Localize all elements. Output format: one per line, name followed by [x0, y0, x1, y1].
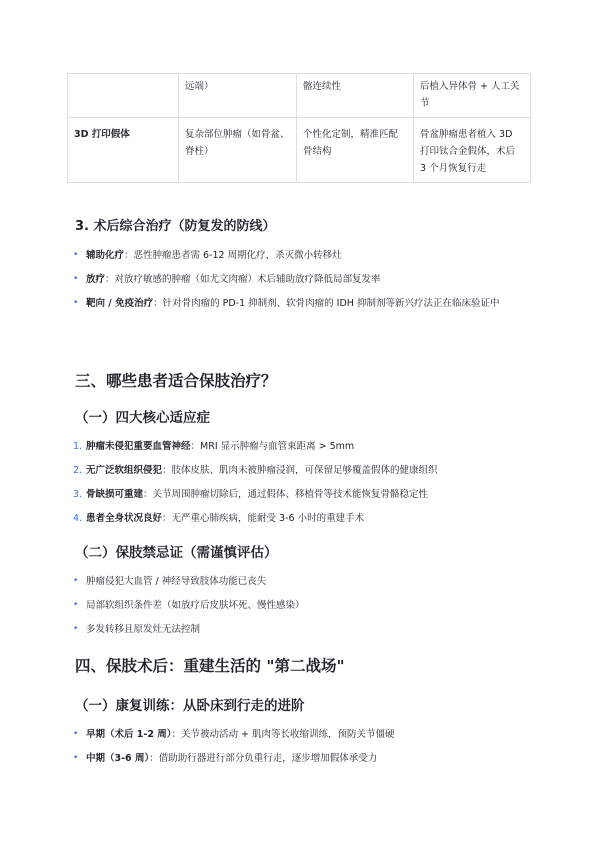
list-item-label: 无广泛软组织侵犯: [86, 465, 163, 476]
bullet-icon: •: [73, 753, 79, 763]
list-number: 3.: [73, 489, 83, 500]
table-cell: 个性化定制，精准匹配骨结构: [297, 118, 414, 183]
list-number: 1.: [73, 441, 83, 452]
list-item: [73, 572, 533, 591]
list-item: [73, 485, 533, 504]
subheading-rehab: （一）康复训练：从卧床到行走的进阶: [75, 698, 305, 714]
list-item: [73, 749, 533, 768]
table-cell: [68, 74, 179, 118]
table-row: [68, 74, 531, 118]
bullet-icon: •: [73, 600, 79, 610]
list-item-label: 靶向 / 免疫治疗: [86, 298, 154, 309]
list-item-text: ：关节被动活动 + 肌肉等长收缩训练，预防关节僵硬: [171, 729, 395, 740]
list-item-text: ：对放疗敏感的肿瘤（如尤文肉瘤）术后辅助放疗降低局部复发率: [105, 274, 381, 285]
section-heading-postop: 3. 术后综合治疗（防复发的防线）: [75, 219, 276, 234]
section-heading-patients: 三、哪些患者适合保肢治疗？: [75, 372, 277, 390]
reconstruction-table: [67, 73, 531, 183]
list-item-text: ：针对骨肉瘤的 PD-1 抑制剂、软骨肉瘤的 IDH 抑制剂等新兴疗法正在临床验证中: [153, 298, 500, 309]
list-item-label: 放疗: [86, 274, 106, 285]
subheading-contraindications: （二）保肢禁忌证（需谨慎评估）: [75, 545, 278, 561]
list-item: [73, 294, 533, 313]
list-item-label: 肿瘤未侵犯重要血管神经: [86, 441, 191, 452]
list-item-label: 患者全身状况良好: [86, 513, 163, 524]
list-item-text: 多发转移且原发灶无法控制: [86, 624, 201, 635]
list-item: [73, 461, 533, 480]
table-cell: 骨盆肿瘤患者植入 3D 打印钛合金假体，术后 3 个月恢复行走: [414, 118, 531, 183]
list-item-text: ：肢体皮肤、肌肉未被肿瘤浸润，可保留足够覆盖假体的健康组织: [162, 465, 438, 476]
table-cell: 复杂部位肿瘤（如骨盆、脊柱）: [179, 118, 297, 183]
list-item: [73, 725, 533, 744]
list-item-label: 中期（3-6 周）: [86, 753, 150, 764]
list-number: 4.: [73, 513, 83, 524]
list-item-text: 肿瘤侵犯大血管 / 神经导致肢体功能已丧失: [86, 576, 267, 587]
list-item-text: ：恶性肿瘤患者需 6-12 周期化疗，杀灭微小转移灶: [124, 250, 342, 261]
table-cell: 远端）: [179, 74, 297, 118]
list-item-text: 局部软组织条件差（如放疗后皮肤坏死、慢性感染）: [86, 600, 305, 611]
list-item: [73, 596, 533, 615]
table-cell: 3D 打印假体: [68, 118, 179, 183]
list-number: 2.: [73, 465, 83, 476]
bullet-icon: •: [73, 250, 79, 260]
bullet-icon: •: [73, 298, 79, 308]
list-item-text: ：MRI 显示肿瘤与血管束距离 > 5mm: [190, 441, 355, 452]
list-item-text: ：借助助行器进行部分负重行走，逐步增加假体承受力: [149, 753, 378, 764]
bullet-icon: •: [73, 576, 79, 586]
list-item-label: 辅助化疗: [86, 250, 125, 261]
list-item-label: 早期（术后 1-2 周）: [86, 729, 172, 740]
table-row: [68, 118, 531, 183]
list-item: [73, 509, 533, 528]
bullet-icon: •: [73, 274, 79, 284]
bullet-icon: •: [73, 624, 79, 634]
list-item: [73, 270, 533, 289]
list-item: [73, 437, 533, 456]
list-item: [73, 246, 533, 265]
table-cell: 髂连续性: [297, 74, 414, 118]
bullet-icon: •: [73, 729, 79, 739]
subheading-indications: （一）四大核心适应症: [75, 410, 210, 426]
list-item-text: ：关节周围肿瘤切除后，通过假体、移植骨等技术能恢复骨骼稳定性: [143, 489, 429, 500]
table-cell: 后植入异体骨 + 人工关节: [414, 74, 531, 118]
list-item: [73, 620, 533, 639]
list-item-text: ：无严重心肺疾病，能耐受 3-6 小时的重建手术: [162, 513, 365, 524]
section-heading-after-surgery: 四、保肢术后：重建生活的 "第二战场": [75, 657, 345, 675]
list-item-label: 骨缺损可重建: [86, 489, 144, 500]
